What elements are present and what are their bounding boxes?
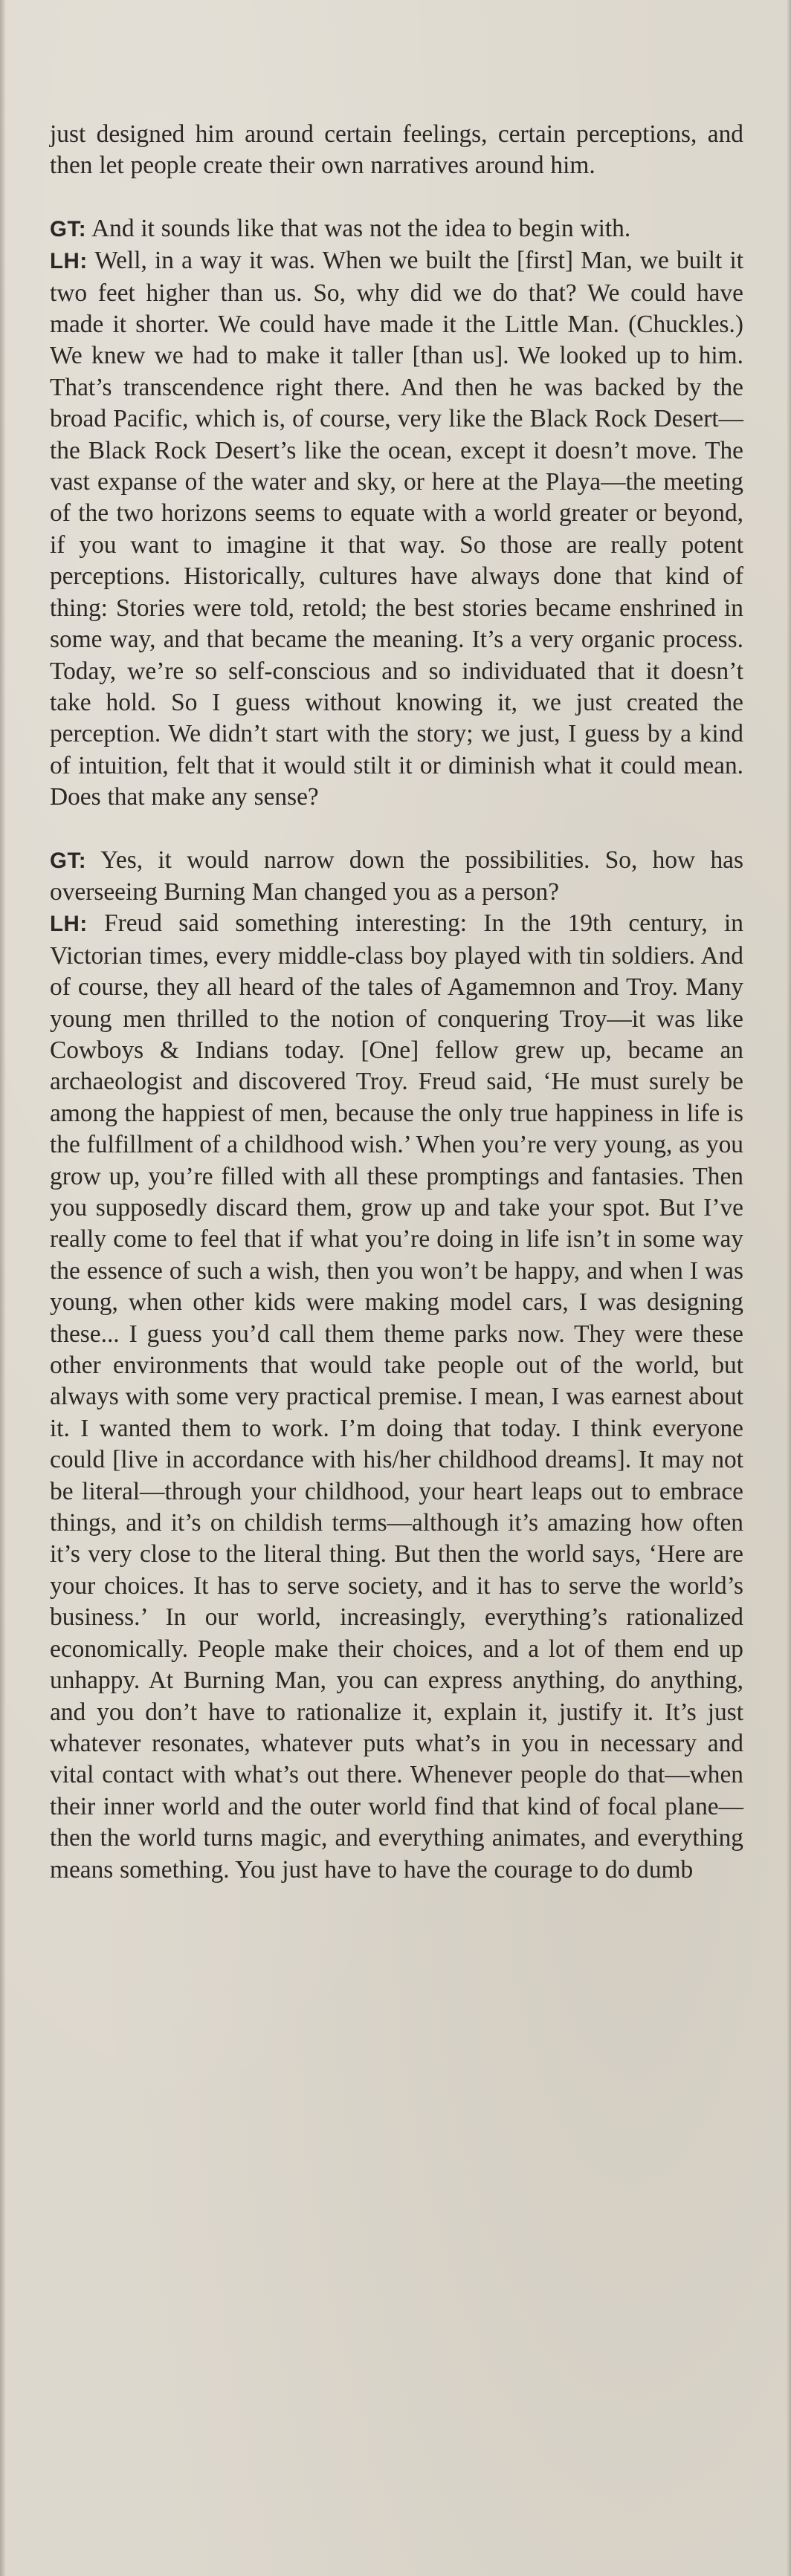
speaker-label-lh: LH:	[50, 249, 88, 274]
question-1-text: And it sounds like that was not the idea to begin with.	[91, 214, 631, 242]
answer-2-text: Freud said something interesting: In the 19th century, in Victorian times, every middle-class boy played with tin soldiers. And of course, they all heard of the tales of Agamemnon and Troy. Many young men thrilled to the notion of conquering Troy—it was like Cowboys & Indians today. [One] fellow grew up, became an archaeologist and discovered Troy. Freud said, ‘He must surely be among the happiest of men, because the only true happiness in life is the fulfillment of a childhood wish.’ When you’re very young, as you grow up, you’re filled with all these promptings and fantasies. Then you supposedly discard them, grow up and take your spot. But I’ve really come to feel that if what you’re doing in life isn’t in some way the essence of such a wish, then you won’t be happy, and when I was young, when other kids were making model cars, I was designing these... I guess you’d call them theme parks now. They were these other environments that would take people out of the world, but always with some very practical premise. I mean, I was earnest about it. I wanted them to work. I’m doing that today. I think everyone could [live in accordance with his/her childhood dreams]. It may not be literal—through your childhood, your heart leaps out to embrace things, and it’s on childish terms—although it’s amazing how often it’s very close to the literal thing. But then the world says, ‘Here are your choices. It has to serve society, and it has to serve the world’s business.’ In our world, increasingly, everything’s rationalized economically. People make their choices, and a lot of them end up unhappy. At Burning Man, you can express anything, do anything, and you don’t have to rationalize it, explain it, justify it. It’s just whatever resonates, whatever puts what’s in you in necessary and vital contact with what’s out there. Whenever people do that—when their inner world and the outer world find that kind of focal plane—then the world turns magic, and everything animates, and everything means something. You just have to have the courage to do dumb	[50, 909, 743, 1884]
speaker-label-lh: LH:	[50, 912, 88, 937]
page-right-edge-shadow	[787, 0, 791, 2576]
answer-1	[50, 245, 743, 813]
page-left-edge-shadow	[0, 0, 6, 2576]
intro-paragraph: just designed him around certain feelings, certain perceptions, and then let people create their own narratives around him.	[50, 120, 743, 180]
article-column	[50, 119, 743, 1886]
answer-1-text: Well, in a way it was. When we built the [first] Man, we built it two feet higher than us. So, why did we do that? We could have made it shorter. We could have made it the Little Man. (Chuckles.) We knew we had to make it taller [than us]. We looked up to him. That’s transcendence right there. And then he was backed by the broad Pacific, which is, of course, very like the Black Rock Desert—the Black Rock Desert’s like the ocean, except it doesn’t move. The vast expanse of the water and sky, or here at the Playa—the meeting of the two horizons seems to equate with a world greater or beyond, if you want to imagine it that way. So those are really potent perceptions. Historically, cultures have always done that kind of thing: Stories were told, retold; the best stories became enshrined in some way, and that became the meaning. It’s a very organic process. Today, we’re so self-conscious and so individuated that it doesn’t take hold. So I guess without knowing it, we just created the perception. We didn’t start with the story; we just, I guess by a kind of intuition, felt that it would stilt it or diminish what it could mean. Does that make any sense?	[50, 247, 744, 811]
speaker-label-gt: GT:	[50, 848, 87, 873]
question-1	[50, 213, 743, 245]
question-2	[50, 845, 743, 909]
speaker-label-gt: GT:	[50, 216, 87, 241]
paragraph-gap	[50, 814, 743, 845]
paragraph-gap	[50, 182, 743, 213]
answer-2	[50, 908, 743, 1886]
question-2-text: Yes, it would narrow down the possibilities. So, how has overseeing Burning Man changed you as a person?	[50, 846, 743, 906]
